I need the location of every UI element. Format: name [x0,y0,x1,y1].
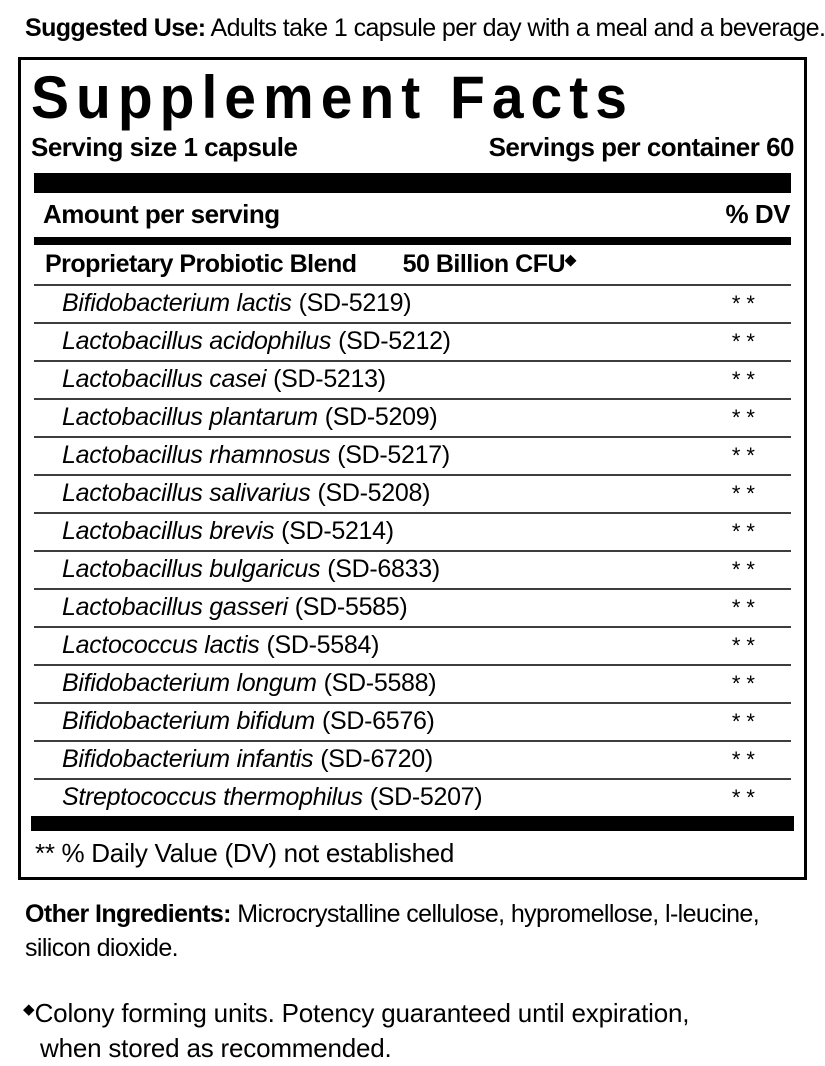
divider-thick-top [34,173,791,193]
ingredient-strain: (SD-6833) [327,555,440,583]
ingredient-row [34,588,791,626]
ingredient-species: Lactobacillus bulgaricus [62,555,320,583]
ingredient-species: Lactobacillus plantarum [62,403,318,431]
ingredient-dv: ** [732,519,761,545]
ingredient-row [34,740,791,778]
ingredient-species: Lactococcus lactis [62,631,259,659]
ingredient-row [34,512,791,550]
ingredient-row [34,322,791,360]
ingredient-strain: (SD-5585) [295,593,408,621]
ingredient-name [62,593,407,622]
ingredient-species: Bifidobacterium infantis [62,745,313,773]
ingredient-dv: ** [732,481,761,507]
ingredient-dv: ** [732,633,761,659]
ingredient-dv: ** [732,329,761,355]
cfu-note-line1: Colony forming units. Potency guaranteed until expiration, [35,998,690,1028]
servings-per-container: Servings per container 60 [489,132,794,163]
ingredient-name [62,669,436,698]
ingredient-dv: ** [732,405,761,431]
amount-per-serving-header: Amount per serving [43,199,280,230]
serving-size: Serving size 1 capsule [31,132,297,163]
ingredient-strain: (SD-6576) [322,707,435,735]
ingredient-list [29,284,796,816]
ingredient-name [62,631,379,660]
ingredient-strain: (SD-5212) [338,327,451,355]
other-ingredients-line1: Microcrystalline cellulose, hypromellose, l-leucine, [237,900,759,928]
ingredient-dv: ** [732,709,761,735]
ingredient-species: Bifidobacterium bifidum [62,707,315,735]
ingredient-name [62,479,430,508]
suggested-use [18,14,809,43]
divider-medium [34,237,791,245]
ingredient-name [62,517,394,546]
cfu-note-line2: when stored as recommended. [40,1033,392,1063]
ingredient-dv: ** [732,747,761,773]
dv-header: % DV [726,199,790,230]
divider-thick-bottom [31,816,794,831]
blend-name: Proprietary Probiotic Blend [45,250,357,279]
ingredient-species: Bifidobacterium lactis [62,289,292,317]
panel-title: Supplement Facts [31,64,796,132]
ingredient-strain: (SD-5208) [317,479,430,507]
ingredient-strain: (SD-6720) [320,745,433,773]
ingredient-row [34,436,791,474]
ingredient-dv: ** [732,291,761,317]
ingredient-species: Lactobacillus casei [62,365,266,393]
ingredient-dv: ** [732,443,761,469]
other-ingredients-line2: silicon dioxide. [25,934,178,962]
ingredient-row [34,398,791,436]
ingredient-dv: ** [732,595,761,621]
ingredient-species: Lactobacillus salivarius [62,479,310,507]
ingredient-species: Bifidobacterium longum [62,669,317,697]
ingredient-strain: (SD-5584) [266,631,379,659]
ingredient-species: Lactobacillus rhamnosus [62,441,330,469]
ingredient-row [34,664,791,702]
amount-header-row [29,193,796,237]
ingredient-species: Streptococcus thermophilus [62,783,363,811]
ingredient-name [62,707,435,736]
dv-footnote: ** % Daily Value (DV) not established [29,831,796,871]
blend-header-row [29,245,796,284]
suggested-use-text: Adults take 1 capsule per day with a meal and a beverage. [211,14,825,42]
supplement-facts-panel [18,57,807,880]
ingredient-row [34,360,791,398]
ingredient-strain: (SD-5588) [324,669,437,697]
ingredient-row [34,284,791,322]
ingredient-dv: ** [732,557,761,583]
ingredient-strain: (SD-5217) [337,441,450,469]
ingredient-name [62,441,450,470]
ingredient-name [62,403,437,432]
ingredient-species: Lactobacillus gasseri [62,593,288,621]
serving-row [31,132,794,163]
cfu-note [23,992,809,1066]
suggested-use-label: Suggested Use: [25,14,206,42]
ingredient-strain: (SD-5213) [273,365,386,393]
ingredient-strain: (SD-5219) [299,289,412,317]
ingredient-row [34,702,791,740]
other-ingredients [25,897,809,965]
ingredient-strain: (SD-5214) [281,517,394,545]
ingredient-row [34,474,791,512]
ingredient-name [62,327,451,356]
ingredient-row [34,778,791,816]
other-ingredients-label: Other Ingredients: [25,900,231,928]
ingredient-name [62,365,386,394]
ingredient-dv: ** [732,671,761,697]
diamond-icon: ◆ [23,1001,35,1018]
ingredient-strain: (SD-5207) [370,783,483,811]
ingredient-name [62,783,482,812]
ingredient-name [62,289,411,318]
ingredient-strain: (SD-5209) [325,403,438,431]
blend-amount: 50 Billion CFU◆ [403,250,577,279]
ingredient-dv: ** [732,785,761,811]
diamond-icon: ◆ [565,252,576,268]
ingredient-name [62,745,433,774]
ingredient-dv: ** [732,367,761,393]
ingredient-name [62,555,440,584]
ingredient-row [34,550,791,588]
ingredient-row [34,626,791,664]
ingredient-species: Lactobacillus brevis [62,517,274,545]
ingredient-species: Lactobacillus acidophilus [62,327,331,355]
